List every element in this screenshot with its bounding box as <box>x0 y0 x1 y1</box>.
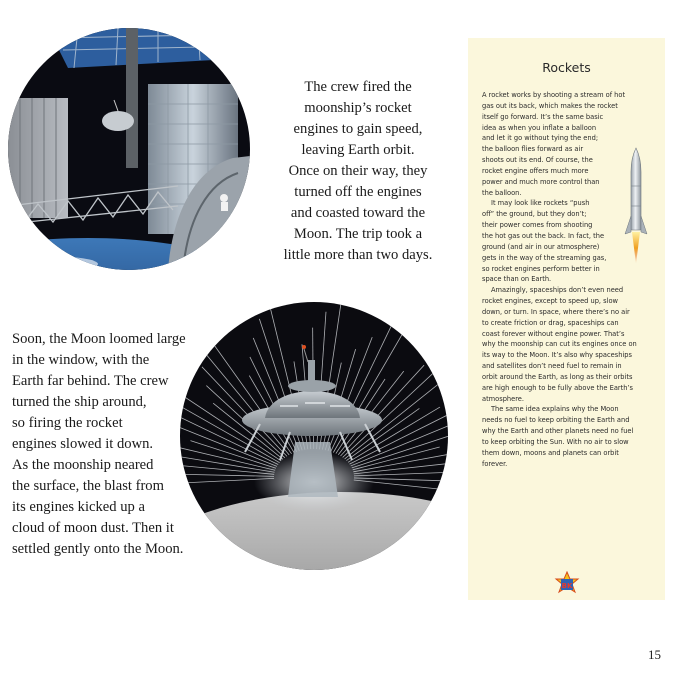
sidebar-line: why the moonship can cut its engines once on <box>482 339 637 349</box>
story-line: As the moonship neared <box>12 457 154 473</box>
story-line: turned the ship around, <box>12 394 147 410</box>
sidebar-line: ground (and air in our atmosphere) <box>482 241 600 251</box>
story-line: the surface, the blast from <box>12 478 164 494</box>
publisher-logo <box>554 571 580 597</box>
sidebar-line: forever. <box>482 458 508 468</box>
sidebar-line: and satellites don’t need fuel to remain in <box>482 361 622 371</box>
story-line: turned off the engines <box>294 184 422 200</box>
sidebar-line: coast forever without engine power. That’s <box>482 328 625 338</box>
story-line: Soon, the Moon loomed large <box>12 331 186 347</box>
sidebar-line: orbit around the Earth, as long as their orbits <box>482 371 633 381</box>
sidebar-line: shoots out its end. Of course, the <box>482 155 593 165</box>
story-line: and coasted toward the <box>290 205 426 221</box>
story-line: so firing the rocket <box>12 415 123 431</box>
sidebar-line: rocket engines, except to speed up, slow <box>482 296 618 306</box>
story-line: settled gently onto the Moon. <box>12 541 184 557</box>
sidebar-line: their power comes from shooting <box>482 220 593 230</box>
sidebar-line: gas out its back, which makes the rocket <box>482 100 618 110</box>
story-line: Moon. The trip took a <box>293 226 423 242</box>
sidebar-line: to create friction or drag, spaceships can <box>482 317 619 327</box>
logo-text: BK <box>561 582 573 590</box>
sidebar-line: It may look like rockets “push <box>491 198 590 208</box>
sidebar-line: off” the ground, but they don’t; <box>482 209 587 219</box>
sidebar-line: Amazingly, spaceships don’t even need <box>491 285 624 295</box>
moonship-landing-illustration <box>180 302 448 570</box>
sidebar-line: The same idea explains why the Moon <box>491 404 619 414</box>
story-line: engines to gain speed, <box>293 121 423 137</box>
sidebar-line: are high enough to be fully above the Earth’s <box>482 382 634 392</box>
sidebar-line: so rocket engines perform better in <box>482 263 600 273</box>
sidebar-line: the hot gas out the back. In fact, the <box>482 230 605 240</box>
sidebar-line: needs no fuel to keep orbiting the Earth and <box>482 415 630 425</box>
sidebar-line: itself go forward. It’s the same basic <box>482 111 604 121</box>
sidebar-line: down, or turn. In space, where there’s no air <box>482 306 630 316</box>
story-line: leaving Earth orbit. <box>301 142 415 158</box>
story-line: Earth far behind. The crew <box>12 373 169 389</box>
sidebar-line: and let it go without tying the end; <box>482 133 599 143</box>
story-line: cloud of moon dust. Then it <box>12 520 174 536</box>
rockets-sidebar <box>468 38 665 600</box>
story-line: little more than two days. <box>283 247 433 263</box>
sidebar-line: the balloon flies forward as air <box>482 144 584 154</box>
sidebar-line: space than on Earth. <box>482 274 552 284</box>
sidebar-line: gets in the way of the streaming gas, <box>482 252 607 262</box>
sidebar-line: power and much more control than <box>482 176 600 186</box>
story-line: its engines kicked up a <box>12 499 145 515</box>
sidebar-line: why the Earth and other planets need no fuel <box>482 426 634 436</box>
story-line: moonship’s rocket <box>304 100 412 116</box>
sidebar-line: the balloon. <box>482 187 522 197</box>
moonship-art <box>180 302 448 570</box>
sidebar-line: rocket engine offers much more <box>482 165 589 175</box>
sidebar-line: idea as when you inflate a balloon <box>482 122 597 132</box>
story-line: in the window, with the <box>12 352 150 368</box>
sidebar-line: its way to the Moon. It’s also why spaceships <box>482 350 632 360</box>
page-number: 15 <box>648 647 661 662</box>
story-paragraph-1 <box>258 77 458 266</box>
space-station-illustration <box>8 28 250 270</box>
story-line: The crew fired the <box>304 79 412 95</box>
sidebar-line: them down, moons and planets can orbit <box>482 447 619 457</box>
sidebar-line: A rocket works by shooting a stream of hot <box>482 90 626 99</box>
rocket-icon <box>623 146 649 266</box>
sidebar-line: to keep orbiting the Sun. With no air to slow <box>482 437 629 446</box>
sidebar-line: atmosphere. <box>482 393 524 403</box>
sidebar-title: Rockets <box>542 60 591 75</box>
story-line: Once on their way, they <box>288 163 428 179</box>
story-line: engines slowed it down. <box>12 436 154 452</box>
space-station-art <box>8 28 250 270</box>
